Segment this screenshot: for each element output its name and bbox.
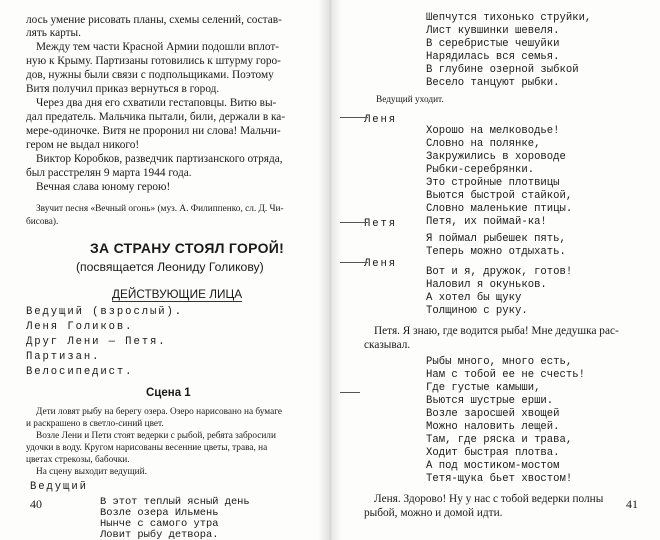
body-line: Через два дня его схватили гестаповцы. Витю вы- (36, 97, 277, 109)
verse-line: Ловит рыбу детвора. (100, 529, 219, 540)
stage-direction: На сцену выходит ведущий. (36, 467, 147, 477)
verse-line: Наловил я окуньков. (426, 279, 547, 291)
verse-line: Там, где ряска и трава, (426, 434, 573, 446)
stage-direction: Ведущий уходит. (376, 95, 444, 105)
verse-line: Рыбки-серебрянки. (426, 164, 535, 176)
play-title: ЗА СТРАНУ СТОЯЛ ГОРОЙ! (90, 240, 285, 256)
stage-direction: Возле Лени и Пети стоят ведерки с рыбой, ребята забросили (36, 431, 276, 441)
stage-direction: цветах стрекозы, бабочки. (26, 455, 130, 465)
verse-line: Лист кувшинки шевеля. (426, 25, 560, 37)
pencil-mark (340, 117, 368, 118)
body-line: Между тем части Красной Армии подошли вплот- (36, 41, 280, 53)
verse-line: Теперь можно отдыхать. (426, 246, 566, 258)
body-line: гером не выдал никого! (26, 139, 140, 151)
verse-line: В этот теплый ясный день (100, 496, 250, 508)
right-page (330, 0, 660, 540)
verse-line: А под мостиком-мостом (426, 460, 560, 472)
body-line: Вечная слава юному герою! (36, 181, 171, 193)
speaker-name: Ведущий (30, 481, 88, 493)
verse-line: Словно маленькие птицы. (426, 203, 573, 215)
cast-heading-text: ДЕЙСТВУЮЩИЕ ЛИЦА (112, 287, 243, 301)
book-gutter (318, 0, 342, 540)
verse-line: Весело танцуют рыбки. (426, 77, 560, 89)
verse-line: Петя, их поймай-ка! (426, 216, 547, 228)
speaker-name: Леня (364, 114, 398, 126)
dialogue-line: рыбой, можно и домой идти. (364, 507, 503, 519)
cast-item: Партизан. (26, 351, 101, 363)
body-line: мере-одиночке. Витя не проронил ни слова! Мальчи- (26, 125, 281, 137)
cast-heading (112, 288, 242, 302)
page-number: 40 (30, 497, 42, 511)
verse-line: Рыбы много, много есть, (426, 356, 573, 368)
verse-line: Я поймал рыбешек пять, (426, 233, 566, 245)
verse-line: Закружились в хороводе (426, 151, 566, 163)
verse-line: Нынче с самого утра (100, 518, 219, 530)
verse-line: Это стройные плотвицы (426, 177, 560, 189)
verse-line: Вот и я, дружок, готов! (426, 266, 573, 278)
body-line: ную к Крыму. Партизаны готовились к штурму горо- (26, 55, 281, 67)
pencil-mark (340, 392, 360, 393)
verse-line: Вьются быстрой стайкой, (426, 190, 573, 202)
verse-line: Хорошо на мелководье! (426, 125, 560, 137)
play-subtitle: (посвящается Леониду Голикову) (76, 260, 264, 274)
dialogue-line: сказывал. (364, 339, 411, 351)
verse-line: Вьются шустрые ерши. (426, 395, 554, 407)
pencil-mark (340, 222, 368, 223)
verse-line: Тетя-щука бьет хвостом! (426, 473, 573, 485)
page-number: 41 (626, 497, 638, 511)
stage-direction: Дети ловят рыбу на берегу озера. Озеро нарисовано на бумаге (36, 407, 283, 417)
body-line: Витя получил приказ вернуться в город. (26, 83, 220, 95)
body-line: дов, нужны были связи с подпольщиками. Поэтому (26, 69, 274, 81)
body-line: лять карты. (26, 27, 81, 39)
speaker-name: Леня (364, 258, 398, 270)
cast-item: Ведущий (взрослый). (26, 306, 184, 318)
verse-line: Где густые камыши, (426, 382, 541, 394)
speaker-name: Петя (364, 218, 398, 230)
verse-line: Возле озера Ильмень (100, 507, 219, 519)
stage-direction: удочки в воду. Кругом нарисованы весенние цветы, трава, на (26, 443, 268, 453)
song-note: Звучит песня «Вечный огонь» (муз. А. Филиппенко, сл. Д. Чи- (36, 204, 284, 214)
cast-item: Леня Голиков. (26, 321, 134, 333)
verse-line: Нам с тобой ее не счесть! (426, 369, 585, 381)
body-line: Виктор Коробков, разведчик партизанского отряда, (36, 153, 283, 165)
verse-line: В глубине озерной зыбкой (426, 64, 579, 76)
verse-line: Возле заросшей хвощей (426, 408, 560, 420)
body-line: был расстрелян 9 марта 1944 года. (26, 167, 192, 179)
song-note: бисова). (26, 217, 59, 227)
verse-line: Нарядилась вся семья. (426, 51, 560, 63)
verse-line: Шепчутся тихонько струйки, (426, 12, 592, 24)
verse-line: Толщиною с руку. (426, 305, 528, 317)
stage-direction: и раскрашено в светло-синий цвет. (26, 419, 164, 429)
body-line: дал предатель. Мальчика пытали, били, держали в ка- (26, 111, 286, 123)
verse-line: Можно наловить лещей. (426, 421, 560, 433)
cast-item: Велосипедист. (26, 366, 134, 378)
verse-line: В серебристые чешуйки (426, 38, 560, 50)
scene-heading: Сцена 1 (146, 387, 191, 399)
verse-line: Словно на полянке, (426, 138, 541, 150)
verse-line: А хотел бы щуку (426, 292, 522, 304)
body-line: лось умение рисовать планы, схемы селений, состав- (26, 14, 282, 26)
pencil-mark (340, 262, 368, 263)
dialogue-line: Петя. Я знаю, где водится рыба! Мне дедушка рас- (374, 325, 619, 337)
cast-item: Друг Лени — Петя. (26, 336, 167, 348)
dialogue-line: Леня. Здорово! Ну у нас с тобой ведерки полны (374, 493, 604, 505)
verse-line: Ходит быстрая плотва. (426, 447, 560, 459)
